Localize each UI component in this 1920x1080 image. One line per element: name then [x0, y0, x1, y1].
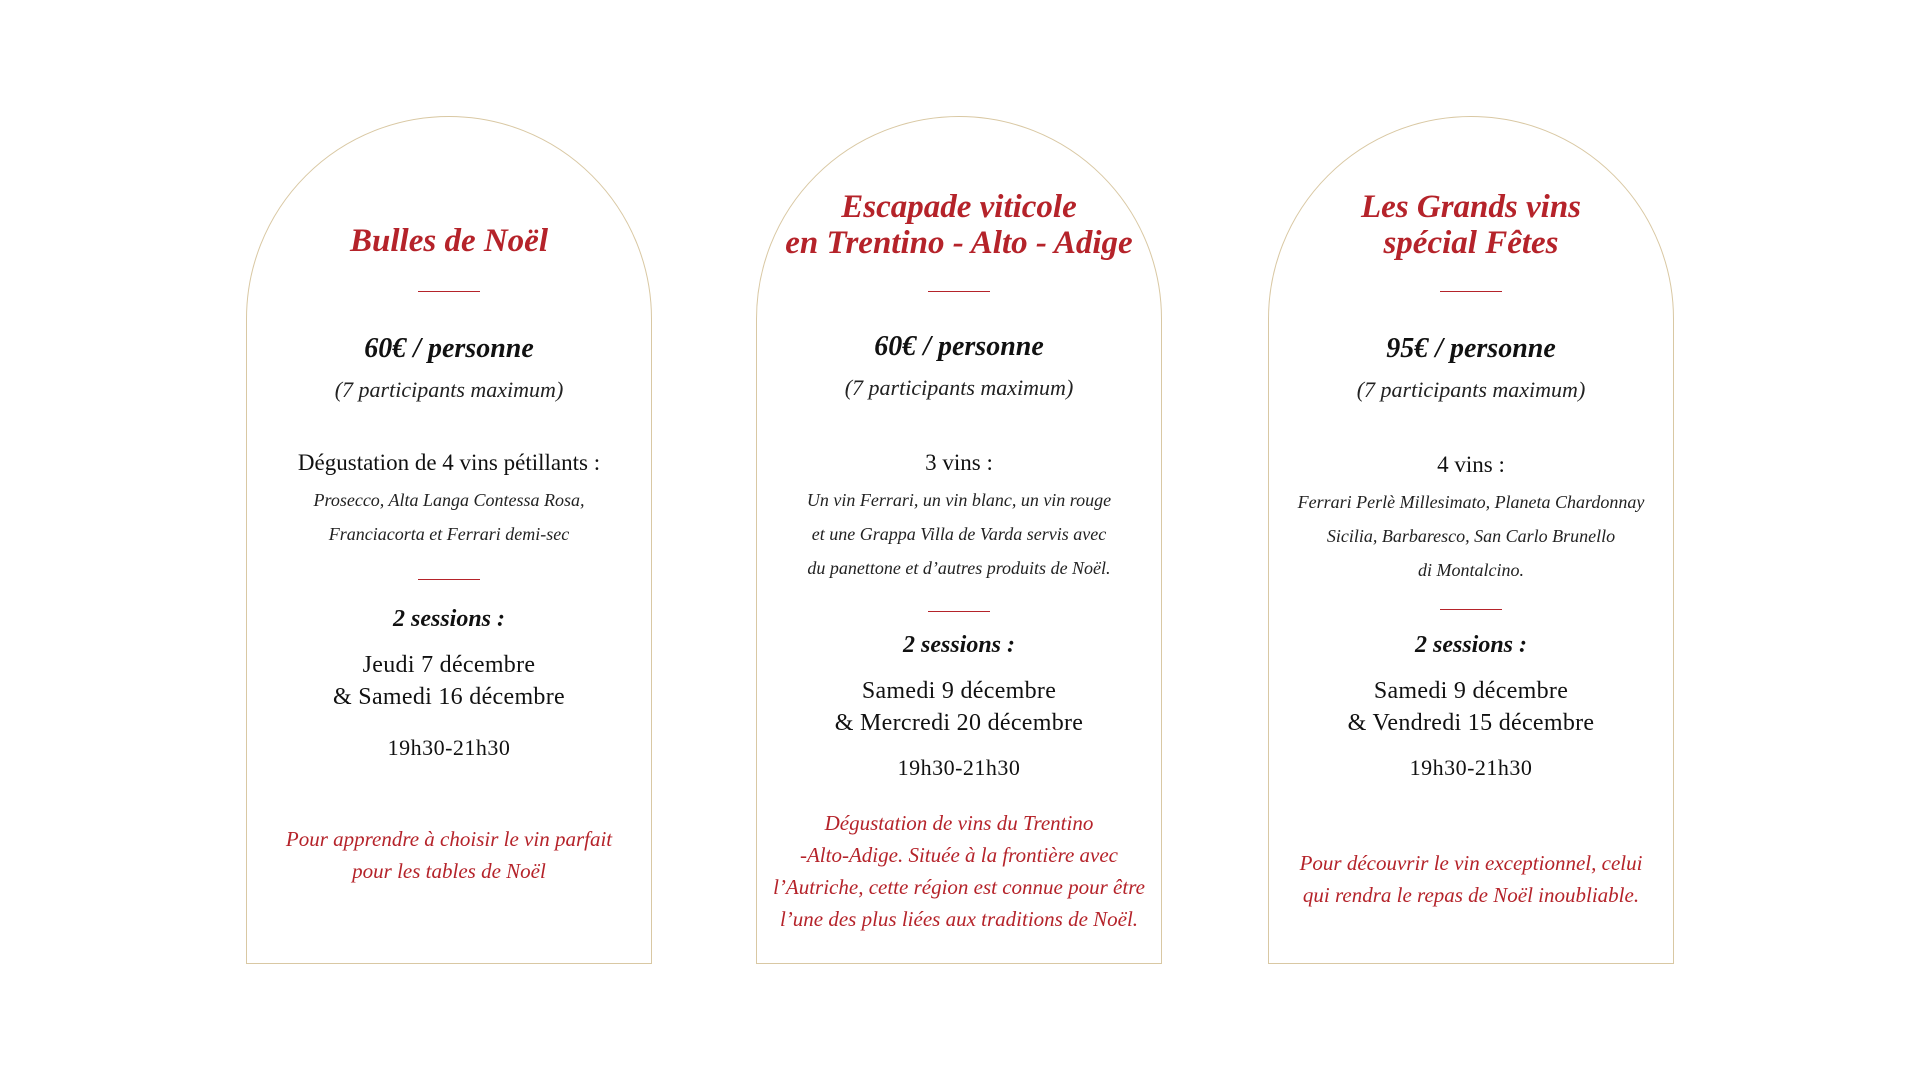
sessions-label: 2 sessions :: [902, 632, 1016, 658]
participants-limit: (7 participants maximum): [844, 375, 1074, 400]
offer-card-grands-vins: [1268, 116, 1674, 964]
note-line: Pour découvrir le vin exceptionnel, celui: [1299, 851, 1643, 875]
wines-heading: 4 vins :: [1437, 452, 1505, 477]
offer-card-bulles-de-noel: [246, 116, 652, 964]
card-title-line: en Trentino - Alto - Adige: [785, 225, 1133, 261]
divider: [928, 291, 990, 292]
participants-limit: (7 participants maximum): [334, 377, 564, 402]
note-line: l’Autriche, cette région est connue pour être: [773, 875, 1145, 899]
card-note: [757, 807, 1161, 935]
card-title: [247, 223, 651, 259]
wines-list: [1269, 485, 1673, 587]
session-dates: [247, 649, 651, 713]
note-line: -Alto-Adige. Située à la frontière avec: [799, 843, 1118, 867]
session-date: Samedi 9 décembre: [861, 678, 1057, 704]
card-title-line: Bulles de Noël: [350, 223, 548, 259]
wines-list: [247, 483, 651, 551]
wines-line: Ferrari Perlè Millesimato, Planeta Chardonnay: [1297, 492, 1645, 512]
wines-line: et une Grappa Villa de Varda servis avec: [811, 524, 1107, 544]
wines-line: Franciacorta et Ferrari demi-sec: [328, 524, 570, 544]
divider: [418, 579, 480, 580]
sessions-label: 2 sessions :: [1414, 632, 1528, 658]
wines-heading: Dégustation de 4 vins pétillants :: [297, 450, 601, 475]
wines-list: [757, 483, 1161, 585]
note-line: Pour apprendre à choisir le vin parfait: [285, 827, 613, 851]
price: 95€ / personne: [1386, 333, 1556, 364]
session-date: & Samedi 16 décembre: [333, 684, 565, 710]
card-title: [1269, 189, 1673, 261]
session-time: 19h30-21h30: [387, 735, 511, 760]
wines-line: di Montalcino.: [1418, 560, 1524, 580]
note-line: qui rendra le repas de Noël inoubliable.: [1302, 883, 1640, 907]
wines-line: du panettone et d’autres produits de Noël.: [807, 558, 1111, 578]
session-date: & Vendredi 15 décembre: [1347, 710, 1595, 736]
note-line: pour les tables de Noël: [352, 859, 546, 883]
price: 60€ / personne: [364, 333, 534, 364]
sessions-label: 2 sessions :: [392, 606, 506, 632]
note-line: l’une des plus liées aux traditions de Noël.: [779, 907, 1139, 931]
session-time: 19h30-21h30: [897, 755, 1021, 780]
session-dates: [757, 675, 1161, 739]
card-title-line: Escapade viticole: [841, 189, 1077, 225]
divider: [1440, 291, 1502, 292]
note-line: Dégustation de vins du Trentino: [824, 811, 1094, 835]
card-title-line: Les Grands vins: [1360, 189, 1582, 225]
session-time: 19h30-21h30: [1409, 755, 1533, 780]
wines-line: Sicilia, Barbaresco, San Carlo Brunello: [1326, 526, 1616, 546]
card-title: [757, 189, 1161, 261]
divider: [1440, 609, 1502, 610]
wines-line: Prosecco, Alta Langa Contessa Rosa,: [313, 490, 585, 510]
wines-heading: 3 vins :: [925, 450, 993, 475]
participants-limit: (7 participants maximum): [1356, 377, 1586, 402]
card-note: [247, 823, 651, 887]
divider: [928, 611, 990, 612]
session-date: Samedi 9 décembre: [1373, 678, 1569, 704]
wines-line: Un vin Ferrari, un vin blanc, un vin rouge: [806, 490, 1112, 510]
session-date: & Mercredi 20 décembre: [834, 710, 1084, 736]
session-dates: [1269, 675, 1673, 739]
session-date: Jeudi 7 décembre: [362, 652, 536, 678]
card-title-line: spécial Fêtes: [1383, 225, 1559, 261]
divider: [418, 291, 480, 292]
price: 60€ / personne: [874, 331, 1044, 362]
card-note: [1269, 847, 1673, 911]
offer-card-escapade-viticole: [756, 116, 1162, 964]
